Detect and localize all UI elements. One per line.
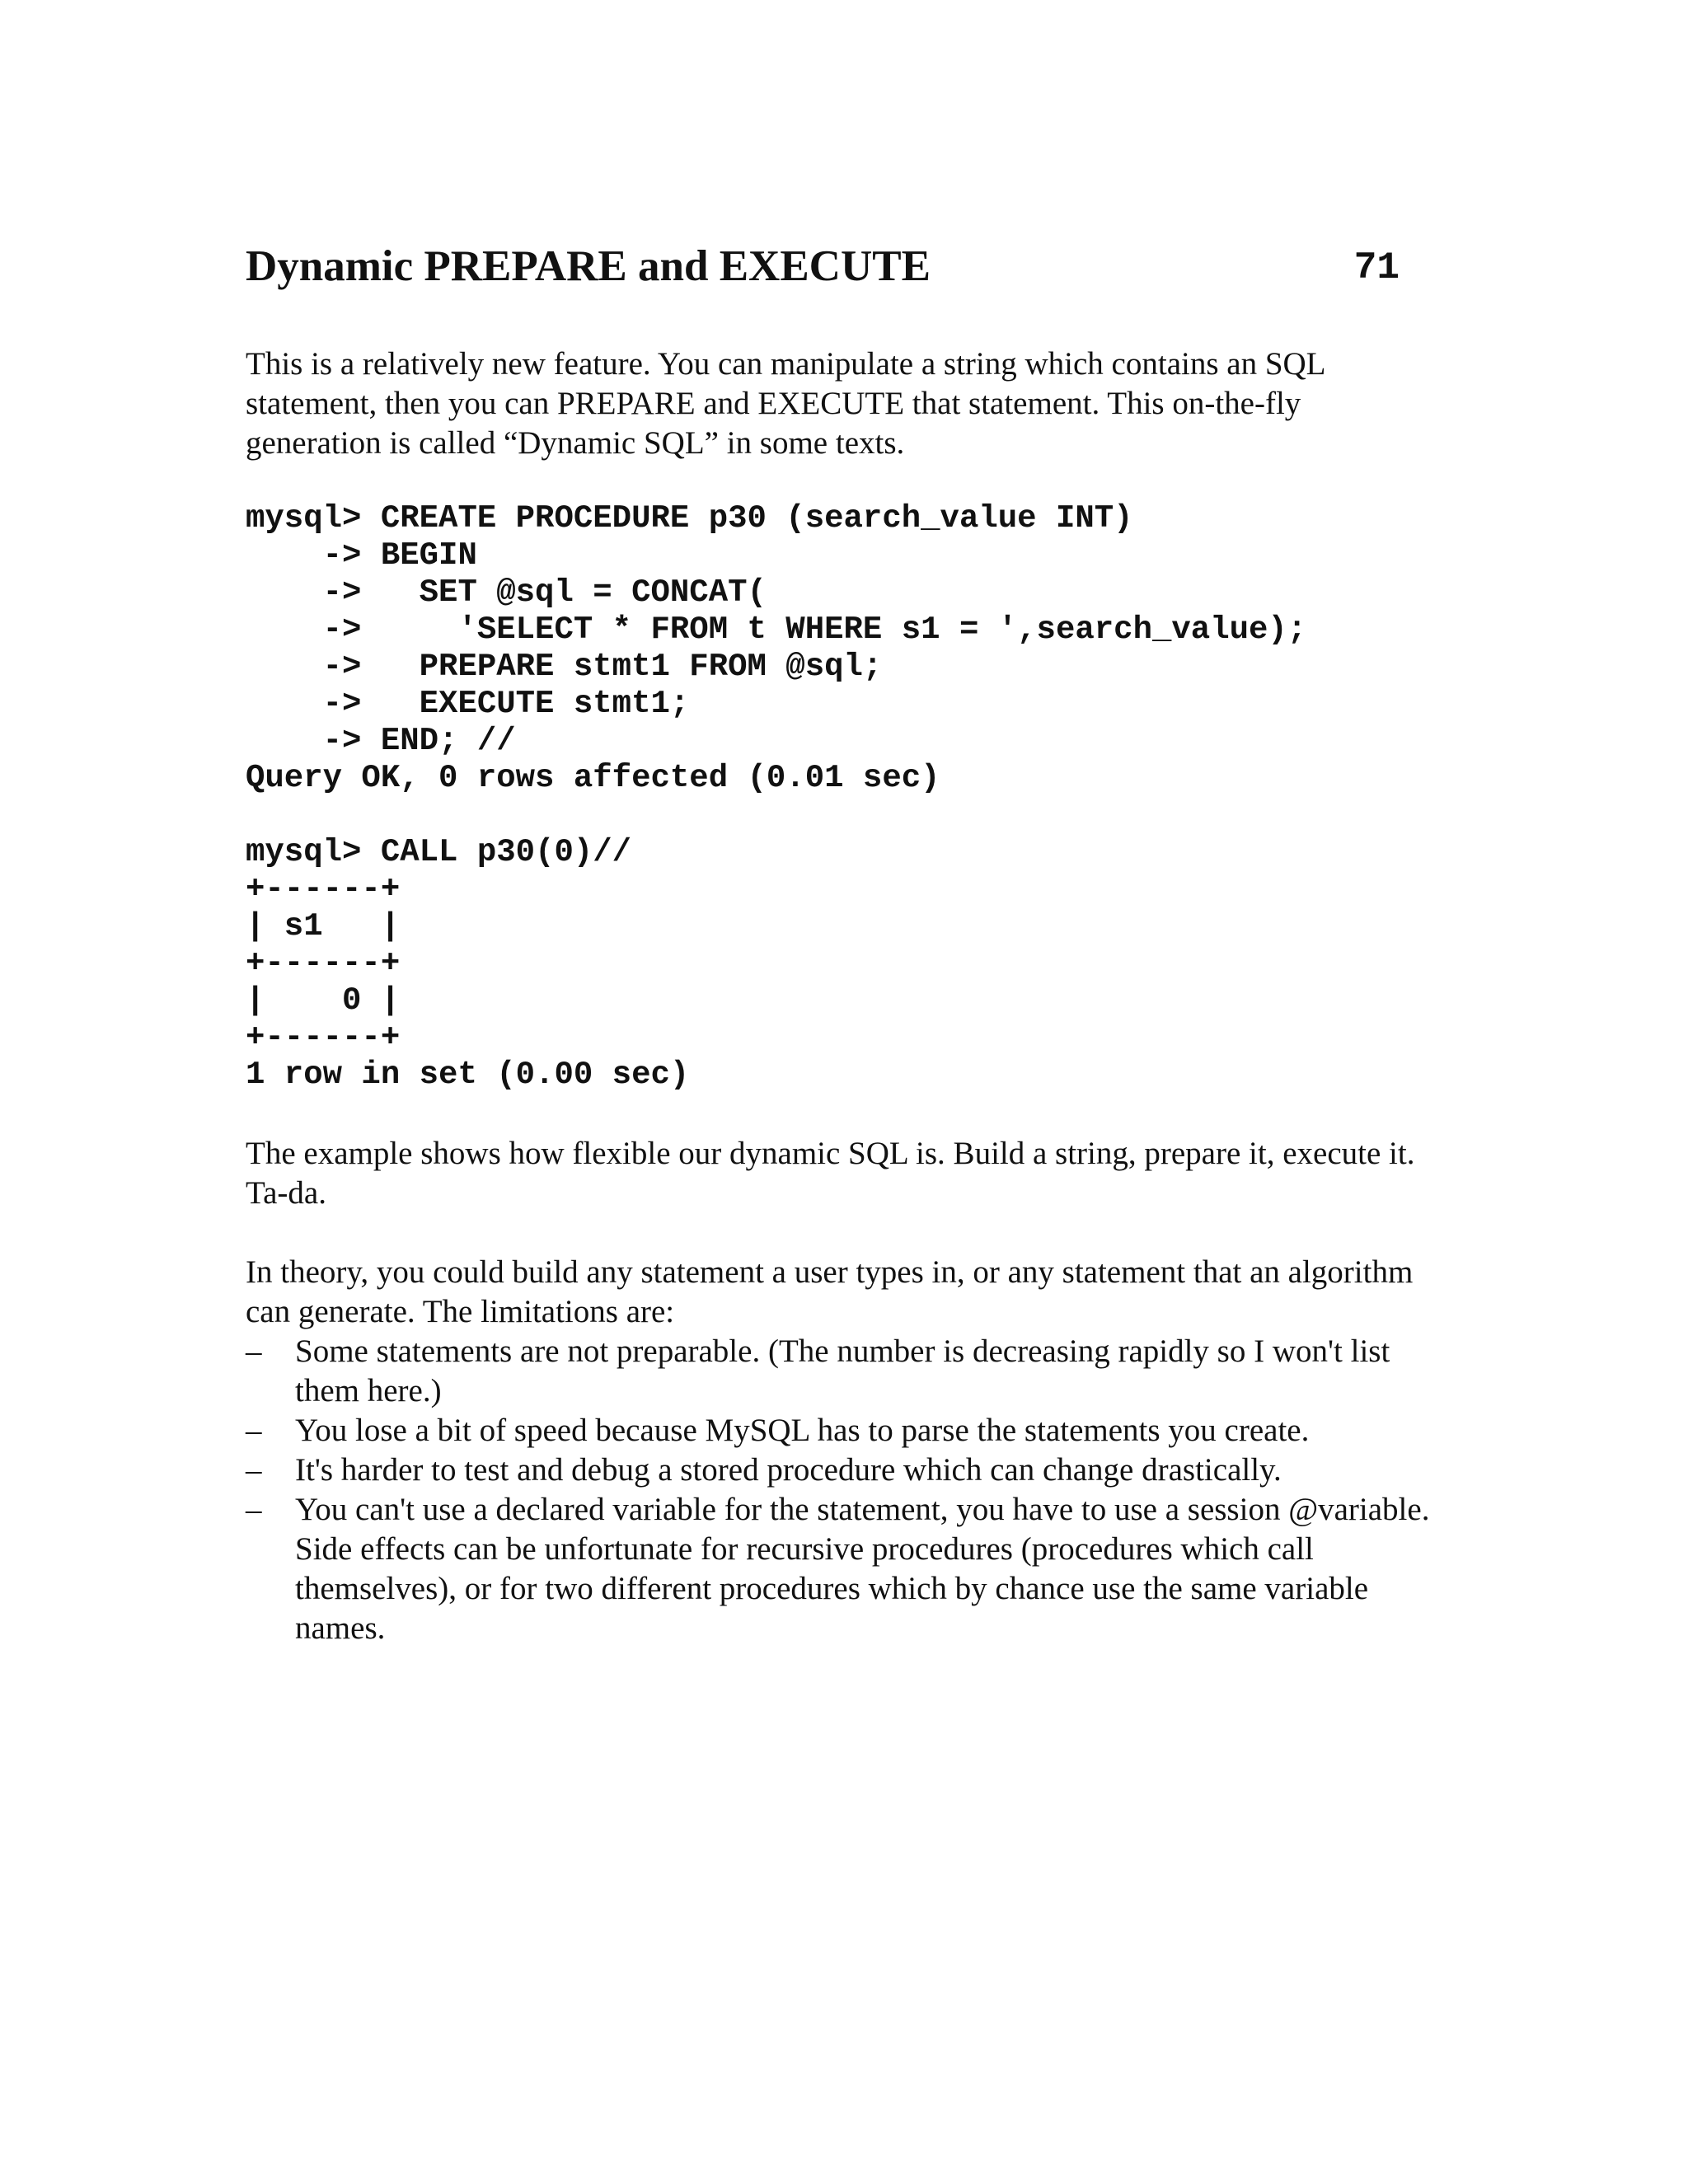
code-block-call-procedure: [246, 834, 689, 1094]
list-item-text: You can't use a declared variable for the statement, you have to use a session @variable. Side effects can be unfortunate for recursive procedures (procedures which call themselves), or for two different procedures which by chance use the same variable names.: [295, 1492, 1430, 1646]
list-item-text: It's harder to test and debug a stored procedure which can change drastically.: [295, 1452, 1282, 1488]
theory-paragraph: In theory, you could build any statement a user types in, or any statement that an algorithm can generate. The limitations are:: [246, 1254, 1414, 1329]
code-line: +------+: [246, 871, 401, 907]
code-line: mysql> CREATE PROCEDURE p30 (search_value INT): [246, 500, 1133, 537]
code-line: -> SET @sql = CONCAT(: [246, 574, 767, 611]
dash-bullet: –: [246, 1413, 262, 1448]
code-line: | 0 |: [246, 982, 401, 1019]
list-item: [246, 1332, 1449, 1411]
dash-bullet: –: [246, 1452, 262, 1488]
section-title: Dynamic PREPARE and EXECUTE: [246, 242, 931, 290]
code-line: +------+: [246, 1019, 401, 1056]
limitations-list: [246, 1332, 1449, 1648]
list-item: [246, 1411, 1449, 1451]
list-item-text: You lose a bit of speed because MySQL has to parse the statements you create.: [295, 1413, 1310, 1448]
code-line: Query OK, 0 rows affected (0.01 sec): [246, 760, 940, 796]
document-page: [246, 0, 1449, 2184]
code-line: -> EXECUTE stmt1;: [246, 686, 690, 722]
intro-paragraph: This is a relatively new feature. You can manipulate a string which contains an SQL statement, then you can PREPARE and EXECUTE that statement. This on-the-fly generation is called “Dynamic SQL” in some texts.: [246, 346, 1325, 461]
code-line: mysql> CALL p30(0)//: [246, 834, 632, 870]
code-block-create-procedure: [246, 500, 1306, 797]
code-line: +------+: [246, 945, 401, 982]
code-line: -> END; //: [246, 723, 516, 759]
dash-bullet: –: [246, 1492, 262, 1527]
code-line: -> BEGIN: [246, 537, 477, 574]
code-line: -> PREPARE stmt1 FROM @sql;: [246, 649, 883, 685]
code-line: 1 row in set (0.00 sec): [246, 1057, 690, 1093]
code-line: | s1 |: [246, 908, 401, 944]
dash-bullet: –: [246, 1333, 262, 1369]
page-number: 71: [1353, 246, 1400, 289]
code-line: -> 'SELECT * FROM t WHERE s1 = ',search_value);: [246, 612, 1307, 648]
example-paragraph: The example shows how flexible our dynamic SQL is. Build a string, prepare it, execute it. Ta-da.: [246, 1136, 1415, 1211]
page-header: [246, 239, 1400, 297]
list-item: [246, 1451, 1449, 1490]
list-item-text: Some statements are not preparable. (The number is decreasing rapidly so I won't list them here.): [295, 1333, 1390, 1408]
list-item: [246, 1490, 1449, 1648]
